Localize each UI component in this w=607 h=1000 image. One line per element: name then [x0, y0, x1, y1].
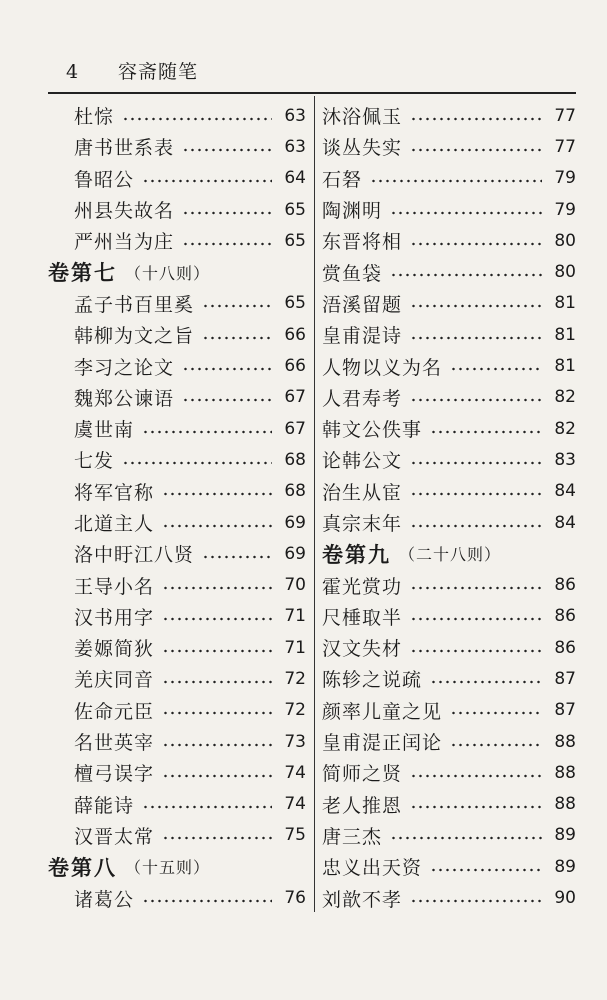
toc-entry [48, 288, 306, 319]
dot-leader [202, 335, 272, 341]
dot-leader [410, 491, 542, 497]
dot-leader [450, 710, 542, 716]
toc-entry [322, 288, 576, 319]
dot-leader [162, 585, 272, 591]
dot-leader [162, 742, 272, 748]
entry-page-number: 65 [284, 230, 306, 251]
entry-title: 老人推恩 [322, 794, 403, 817]
section-title: 卷第九 [322, 541, 391, 567]
dot-leader [142, 898, 272, 904]
dot-leader [162, 523, 272, 529]
toc-entry [48, 100, 306, 131]
entry-page-number: 67 [284, 418, 306, 439]
dot-leader [142, 429, 272, 435]
dot-leader [142, 178, 272, 184]
dot-leader [390, 210, 542, 216]
toc-entry [322, 757, 576, 788]
entry-title: 皇甫湜诗 [322, 325, 403, 348]
entry-page-number: 88 [554, 794, 576, 815]
entry-title: 陶渊明 [322, 200, 383, 223]
toc-entry [48, 413, 306, 444]
section-entry-count: （十八则） [125, 263, 211, 283]
entry-page-number: 72 [284, 668, 306, 689]
section-title: 卷第八 [48, 854, 117, 880]
entry-title: 鲁昭公 [74, 168, 135, 191]
dot-leader [410, 335, 542, 341]
toc-entry [322, 726, 576, 757]
dot-leader [430, 867, 542, 873]
entry-title: 石砮 [322, 168, 363, 191]
entry-page-number: 70 [284, 575, 306, 596]
toc-entry [48, 476, 306, 507]
section-entry-count: （二十八则） [399, 545, 502, 565]
dot-leader [390, 835, 542, 841]
dot-leader [182, 366, 272, 372]
entry-title: 唐三杰 [322, 825, 383, 848]
entry-page-number: 89 [554, 825, 576, 846]
entry-title: 治生从宦 [322, 481, 403, 504]
entry-title: 汉晋太常 [74, 825, 155, 848]
entry-page-number: 65 [284, 293, 306, 314]
entry-page-number: 74 [284, 762, 306, 783]
toc-entry [322, 413, 576, 444]
entry-title: 檀弓误字 [74, 763, 155, 786]
toc-entry [322, 100, 576, 131]
entry-page-number: 90 [554, 888, 576, 909]
dot-leader [410, 147, 542, 153]
dot-leader [162, 491, 272, 497]
entry-title: 王导小名 [74, 575, 155, 598]
entry-title: 将军官称 [74, 481, 155, 504]
dot-leader [182, 210, 272, 216]
entry-page-number: 84 [554, 481, 576, 502]
toc-entry [48, 695, 306, 726]
dot-leader [370, 178, 542, 184]
entry-page-number: 67 [284, 387, 306, 408]
toc-left-column [48, 100, 306, 914]
entry-page-number: 79 [554, 168, 576, 189]
toc-section-heading [322, 538, 576, 569]
dot-leader [410, 804, 542, 810]
entry-page-number: 66 [284, 324, 306, 345]
entry-title: 赏鱼袋 [322, 262, 383, 285]
dot-leader [410, 241, 542, 247]
toc-entry [48, 225, 306, 256]
toc-entry [48, 382, 306, 413]
dot-leader [202, 554, 272, 560]
toc-entry [322, 382, 576, 413]
toc-entry [322, 319, 576, 350]
entry-page-number: 87 [554, 700, 576, 721]
entry-page-number: 86 [554, 606, 576, 627]
entry-page-number: 77 [554, 105, 576, 126]
entry-page-number: 81 [554, 356, 576, 377]
entry-page-number: 64 [284, 168, 306, 189]
entry-title: 韩文公佚事 [322, 419, 423, 442]
entry-title: 皇甫湜正闰论 [322, 732, 443, 755]
entry-title: 州县失故名 [74, 200, 175, 223]
entry-title: 简师之贤 [322, 763, 403, 786]
entry-title: 尺棰取半 [322, 606, 403, 629]
dot-leader [410, 460, 542, 466]
dot-leader [182, 241, 272, 247]
toc-entry [322, 256, 576, 287]
section-title: 卷第七 [48, 260, 117, 286]
dot-leader [182, 147, 272, 153]
entry-title: 名世英宰 [74, 732, 155, 755]
entry-page-number: 68 [284, 449, 306, 470]
toc-entry [48, 444, 306, 475]
toc-entry [48, 350, 306, 381]
entry-page-number: 69 [284, 543, 306, 564]
dot-leader [430, 679, 542, 685]
header-rule [48, 92, 576, 94]
entry-title: 洛中盱江八贤 [74, 544, 195, 567]
dot-leader [142, 804, 272, 810]
toc-entry [48, 632, 306, 663]
entry-page-number: 74 [284, 794, 306, 815]
entry-page-number: 68 [284, 481, 306, 502]
dot-leader [162, 616, 272, 622]
dot-leader [410, 303, 542, 309]
toc-entry [322, 632, 576, 663]
entry-title: 杜悰 [74, 106, 115, 129]
toc-entry [322, 476, 576, 507]
toc-entry [322, 663, 576, 694]
entry-page-number: 84 [554, 512, 576, 533]
entry-title: 姜嫄简狄 [74, 638, 155, 661]
toc-entry [48, 538, 306, 569]
dot-leader [162, 679, 272, 685]
toc-section-heading [48, 851, 306, 882]
entry-title: 陈轸之说疏 [322, 669, 423, 692]
dot-leader [410, 116, 542, 122]
dot-leader [122, 116, 272, 122]
entry-title: 谈丛失实 [322, 137, 403, 160]
entry-page-number: 76 [284, 888, 306, 909]
entry-title: 人物以义为名 [322, 356, 443, 379]
entry-title: 颜率儿童之见 [322, 700, 443, 723]
toc-entry [48, 163, 306, 194]
entry-page-number: 73 [284, 731, 306, 752]
dot-leader [410, 616, 542, 622]
entry-title: 唐书世系表 [74, 137, 175, 160]
entry-page-number: 82 [554, 387, 576, 408]
dot-leader [162, 710, 272, 716]
entry-page-number: 71 [284, 637, 306, 658]
toc-entry [48, 507, 306, 538]
entry-page-number: 81 [554, 293, 576, 314]
section-entry-count: （十五则） [125, 858, 211, 878]
entry-page-number: 83 [554, 449, 576, 470]
toc-entry [322, 350, 576, 381]
dot-leader [202, 303, 272, 309]
toc-entry [322, 789, 576, 820]
toc-entry [322, 569, 576, 600]
dot-leader [162, 648, 272, 654]
toc-entry [322, 225, 576, 256]
toc-entry [322, 601, 576, 632]
dot-leader [162, 835, 272, 841]
toc-entry [48, 882, 306, 913]
entry-page-number: 80 [554, 230, 576, 251]
entry-title: 孟子书百里奚 [74, 293, 195, 316]
entry-title: 佐命元臣 [74, 700, 155, 723]
entry-page-number: 75 [284, 825, 306, 846]
toc-section-heading [48, 256, 306, 287]
toc-entry [322, 444, 576, 475]
entry-title: 北道主人 [74, 513, 155, 535]
toc-entry [48, 319, 306, 350]
entry-title: 真宗末年 [322, 513, 403, 535]
entry-title: 李习之论文 [74, 356, 175, 379]
toc-entry [322, 820, 576, 851]
entry-page-number: 63 [284, 105, 306, 126]
entry-page-number: 87 [554, 668, 576, 689]
entry-title: 魏郑公谏语 [74, 387, 175, 410]
running-title: 容斋随笔 [118, 61, 199, 83]
dot-leader [390, 272, 542, 278]
toc-entry [322, 163, 576, 194]
entry-page-number: 80 [554, 262, 576, 283]
toc-entry [48, 131, 306, 162]
entry-title: 薛能诗 [74, 794, 135, 817]
dot-leader [450, 366, 542, 372]
dot-leader [182, 397, 272, 403]
entry-page-number: 86 [554, 575, 576, 596]
toc-entry [48, 820, 306, 851]
toc-entry [322, 194, 576, 225]
entry-title: 韩柳为文之旨 [74, 325, 195, 348]
entry-page-number: 79 [554, 199, 576, 220]
entry-page-number: 65 [284, 199, 306, 220]
entry-title: 忠义出天资 [322, 857, 423, 880]
entry-title: 东晋将相 [322, 231, 403, 254]
dot-leader [410, 773, 542, 779]
toc-entry [48, 789, 306, 820]
entry-title: 七发 [74, 450, 115, 473]
toc-entry [48, 569, 306, 600]
entry-page-number: 88 [554, 762, 576, 783]
entry-page-number: 88 [554, 731, 576, 752]
toc-entry [48, 726, 306, 757]
entry-page-number: 77 [554, 136, 576, 157]
entry-page-number: 89 [554, 856, 576, 877]
entry-title: 人君寿考 [322, 387, 403, 410]
page-number: 4 [66, 61, 79, 83]
entry-page-number: 69 [284, 512, 306, 533]
toc-entry [48, 663, 306, 694]
entry-page-number: 72 [284, 700, 306, 721]
entry-title: 霍光赏功 [322, 575, 403, 598]
dot-leader [410, 585, 542, 591]
entry-page-number: 81 [554, 324, 576, 345]
toc-entry [322, 131, 576, 162]
dot-leader [450, 742, 542, 748]
dot-leader [410, 523, 542, 529]
toc-entry [48, 601, 306, 632]
dot-leader [410, 648, 542, 654]
entry-title: 论韩公文 [322, 450, 403, 473]
entry-title: 羌庆同音 [74, 669, 155, 692]
toc-entry [322, 695, 576, 726]
entry-page-number: 66 [284, 356, 306, 377]
column-divider [314, 96, 315, 912]
entry-page-number: 86 [554, 637, 576, 658]
toc-right-column [322, 100, 576, 914]
entry-title: 刘歆不孝 [322, 888, 403, 911]
entry-title: 沐浴佩玉 [322, 106, 403, 129]
dot-leader [410, 898, 542, 904]
toc-entry [322, 851, 576, 882]
dot-leader [122, 460, 272, 466]
entry-page-number: 71 [284, 606, 306, 627]
entry-page-number: 63 [284, 136, 306, 157]
entry-title: 虞世南 [74, 419, 135, 442]
dot-leader [410, 397, 542, 403]
toc-entry [48, 757, 306, 788]
toc-entry [322, 507, 576, 538]
page-header [0, 0, 607, 100]
entry-title: 浯溪留题 [322, 293, 403, 316]
entry-title: 严州当为庄 [74, 231, 175, 254]
entry-title: 诸葛公 [74, 888, 135, 911]
entry-title: 汉文失材 [322, 638, 403, 661]
toc-entry [48, 194, 306, 225]
toc-entry [322, 882, 576, 913]
entry-page-number: 82 [554, 418, 576, 439]
entry-title: 汉书用字 [74, 606, 155, 629]
dot-leader [162, 773, 272, 779]
dot-leader [430, 429, 542, 435]
